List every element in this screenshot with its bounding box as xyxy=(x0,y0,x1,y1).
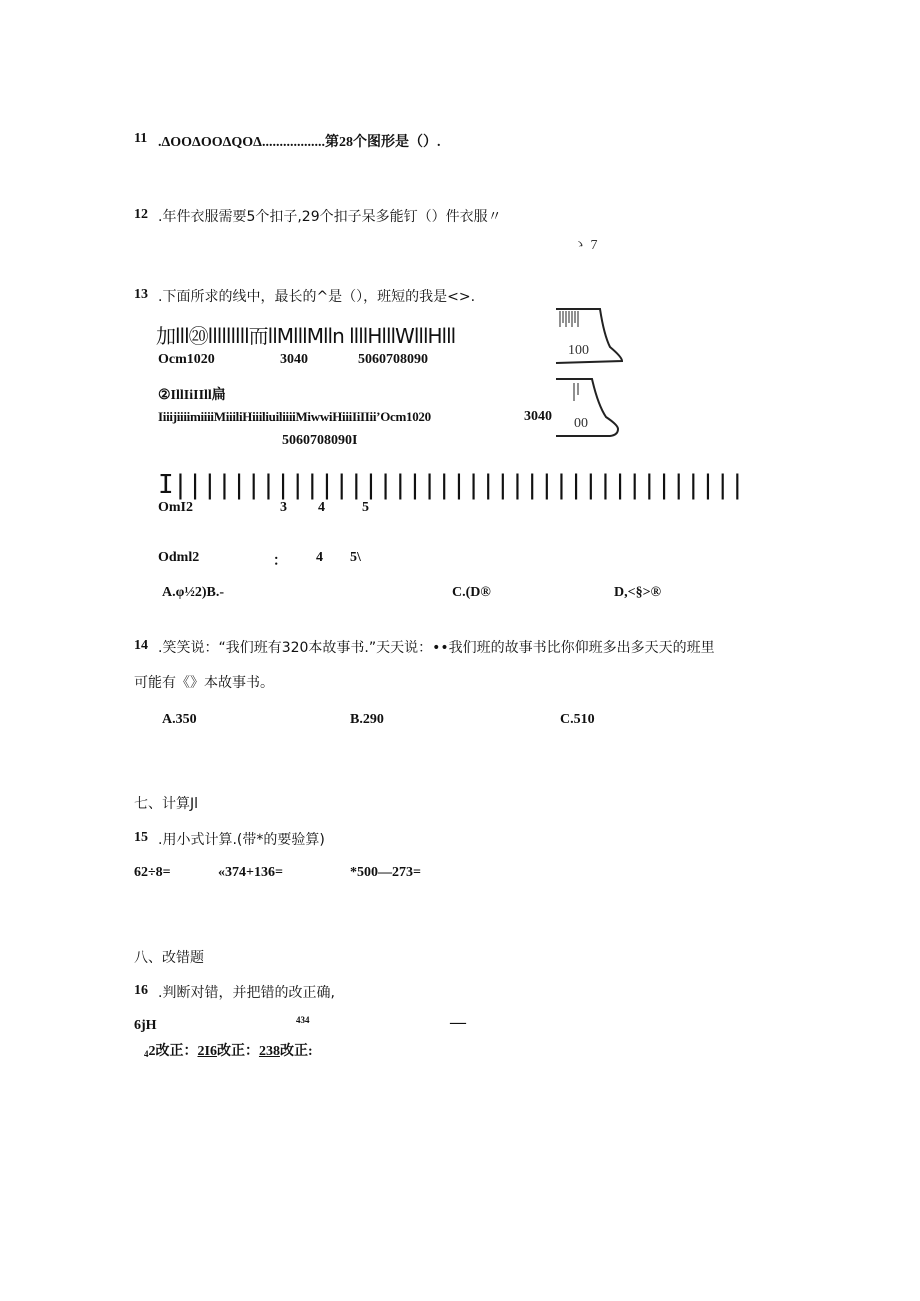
question-12-number: 12 xyxy=(134,207,148,222)
question-13-option-c: C.(D® xyxy=(452,585,491,600)
question-16-number: 16 xyxy=(134,983,148,998)
question-15-number: 15 xyxy=(134,830,148,845)
question-14-line-1: .笑笑说：“我们班有320本故事书.”天天说：••我们班的故事书比你仰班多出多天天的班里 xyxy=(158,640,715,656)
question-15-expr-3: *500—273= xyxy=(350,865,421,880)
question-16-item-dash: — xyxy=(450,1014,466,1031)
correction-c: 改正： xyxy=(216,1044,259,1059)
question-16-item-mid: 434 xyxy=(296,1015,310,1025)
question-11-number: 11 xyxy=(134,131,148,146)
question-13-text: .下面所求的线中，最长的^是（），班短的我是<>. xyxy=(158,289,476,305)
question-16-text: .判断对错，并把错的改正确, xyxy=(158,985,335,1001)
question-16-correction-row xyxy=(144,1040,313,1060)
measuring-figure-image xyxy=(552,305,632,475)
ruler-4-scale-colon: ： xyxy=(273,554,287,569)
ruler-1-scale-c: 5060708090 xyxy=(358,352,428,367)
question-13-number: 13 xyxy=(134,287,148,302)
ruler-1-scale-a: Ocm1020 xyxy=(158,352,215,367)
ruler-3-scale-0: OmI2 xyxy=(158,500,193,515)
question-14-option-b: B.290 xyxy=(350,712,384,727)
ruler-4-scale-line xyxy=(158,550,364,569)
section-8-title: 八、改错题 xyxy=(134,950,204,966)
ruler-2-garbled-line: IiiijiiiimiiiiMiiiliHiiiliuiliiiiMiwwiHiiiIiIIii’Ocm1020 xyxy=(158,409,431,424)
question-14-line-2: 可能有《》本故事书。 xyxy=(134,675,274,691)
question-11-text xyxy=(158,131,440,151)
correction-sub: 4 xyxy=(144,1049,149,1059)
question-12-text: .年件衣服需要5个扣子,29个扣子呆多能钉（）件衣服〃 xyxy=(158,209,502,225)
ruler-3-scale-3: 3 xyxy=(280,500,287,515)
ruler-1-scale-b: 3040 xyxy=(280,352,308,367)
question-14-option-a: A.350 xyxy=(162,712,197,727)
ruler-4-scale-0: Odml2 xyxy=(158,550,200,565)
ruler-2-scale-c: 5060708090I xyxy=(282,433,358,448)
ruler-3-scale-5: 5 xyxy=(362,500,369,515)
figure-top-label: ゝ 7 xyxy=(573,238,598,253)
ruler-4-scale-5: 5\ xyxy=(350,550,361,565)
ruler-3-scale-4: 4 xyxy=(318,500,325,515)
question-14-number: 14 xyxy=(134,638,148,653)
correction-d: 238 xyxy=(258,1044,280,1059)
ruler-4-scale-4: 4 xyxy=(316,550,323,565)
question-16-item-left: 6jH xyxy=(134,1018,157,1033)
ruler-2-scale-b: 3040 xyxy=(524,409,552,424)
section-7-title: 七、计算Jl xyxy=(134,796,199,812)
ruler-1-label: 加lll⑳lllllllll而llMlllMlln llllHlllWlllHlll xyxy=(156,324,456,348)
question-15-expr-2: «374+136= xyxy=(218,865,283,880)
question-13-option-a: A.φ½2)B.- xyxy=(162,585,225,600)
correction-a: 2改正： xyxy=(148,1044,198,1059)
question-15-expr-1: 62÷8= xyxy=(134,865,171,880)
question-13-option-d: D,<§>® xyxy=(614,585,662,600)
correction-b: 2I6 xyxy=(197,1044,217,1059)
question-14-option-c: C.510 xyxy=(560,712,595,727)
ruler-3-ticks: I||||||||||||||||||||||||||||||||||||||| xyxy=(158,470,745,500)
figure-label-00: 00 xyxy=(574,416,588,431)
figure-label-100: 100 xyxy=(568,343,589,358)
question-15-text: .用小式计算.(带*的要验算) xyxy=(158,832,325,848)
question-11-body: .ΔOOΔOOΔQOΔ..................第28个图形是（）. xyxy=(158,135,441,150)
ruler-2-label: ②IllIiIIll扁 xyxy=(158,388,226,403)
correction-e: 改正: xyxy=(279,1044,313,1059)
